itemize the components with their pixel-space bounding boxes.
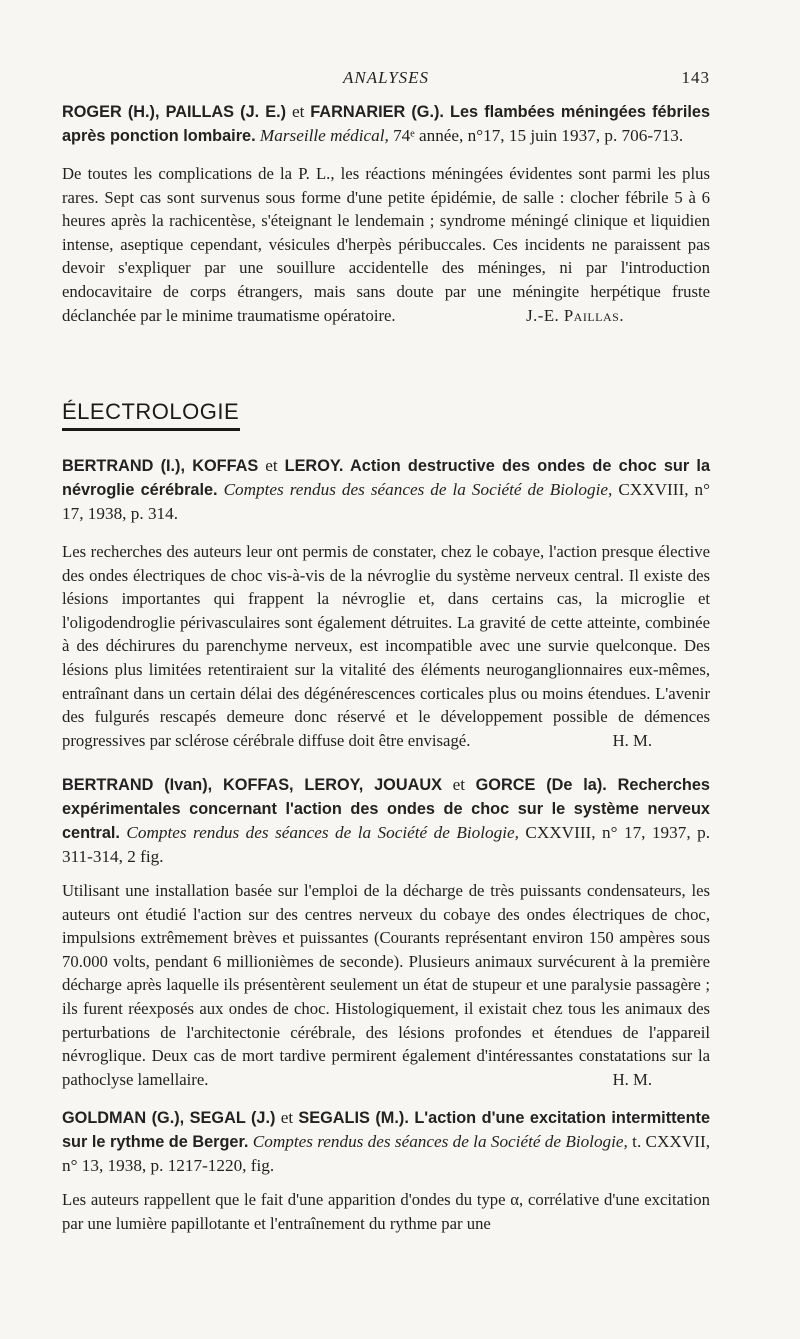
entry-title: LEROY. Action destructive des ondes de choc sur la névroglie cérébrale.: [62, 457, 710, 499]
entry-conjunction: et: [441, 775, 476, 794]
entry-details: 74ᵉ année, n°17, 15 juin 1937, p. 706-713.: [388, 126, 684, 145]
section-underline: [62, 428, 240, 431]
entry-conjunction: et: [275, 1108, 299, 1127]
entry-title: SEGALIS (M.). L'action d'une excitation intermittente sur le rythme de Berger.: [62, 1109, 711, 1151]
section-title: ÉLECTROLOGIE: [62, 399, 240, 424]
abstract-entry: [62, 454, 710, 752]
entry-body-text: De toutes les complications de la P. L., les réactions méningées évidentes sont parmi les plus rares. Sept cas sont survenus sous forme d'une petite épidémie, de salle : clocher fébrile 5 à 6 heures après la rachicentèse, s'éteignant le lendemain ; syndrome méningé clinique et liquidien intense, aseptique cependant, vésicules d'herpès péribuccales. Ces incidents ne paraissent pas devoir s'expliquer par une souillure accidentelle des méninges, ni par l'introduction endocavitaire de corps étrangers, mais sans doute par une méningite herpétique fruste déclanchée par le minime traumatisme opératoire.: [62, 164, 710, 325]
entry-heading: [62, 100, 710, 148]
entry-signature: H. M.: [612, 1069, 652, 1089]
entry-conjunction: et: [258, 456, 285, 475]
page-number: 143: [681, 68, 710, 87]
entry-journal: Comptes rendus des séances de la Société de Biologie,: [217, 480, 613, 499]
entry-body-text: Utilisant une installation basée sur l'emploi de la décharge de très puissants condensateurs, les auteurs ont étudié l'action sur des centres nerveux du cobaye des ondes électriques de choc, impulsions extrêmement brèves et puissantes (Courants représentant environ 150 ampères sous 70.000 volts, pendant 6 millionièmes de seconde). Plusieurs animaux survécurent à la première décharge après laquelle ils présentèrent seulement un état de stupeur et une paralysie passagère ; ils furent réexposés aux ondes de choc. Histologiquement, il existait chez tous les animaux des perturbations de l'architectonie cérébrale, des lésions profondes et étendues de l'appareil névroglique. Deux cas de mort tardive permirent également d'intéressantes constatations sur la pathoclyse lamellaire.: [62, 881, 710, 1089]
running-header: [62, 68, 710, 92]
entry-journal: Marseille médical,: [255, 126, 389, 145]
entry-body: [62, 162, 710, 327]
entry-journal: Comptes rendus des séances de la Société de Biologie,: [119, 823, 519, 842]
entry-signature: H. M.: [612, 730, 652, 750]
entry-authors: ROGER (H.), PAILLAS (J. E.): [62, 103, 287, 121]
abstract-entry: [62, 773, 710, 1091]
entry-details: CXXVIII, n° 17, 1938, p. 314.: [62, 480, 710, 523]
entry-authors: BERTRAND (Ivan), KOFFAS, LEROY, JOUAUX: [62, 776, 442, 794]
entry-body: [62, 540, 710, 752]
entry-details: t. CXXVII, n° 13, 1938, p. 1217-1220, fig.: [62, 1132, 710, 1175]
entry-heading: [62, 1106, 710, 1178]
entry-body: [62, 1188, 710, 1235]
entry-authors: GOLDMAN (G.), SEGAL (J.): [62, 1109, 276, 1127]
entry-conjunction: et: [286, 102, 311, 121]
entry-body-text: Les auteurs rappellent que le fait d'une apparition d'ondes du type α, corrélative d'une excitation par une lumière papillotante et l'entraînement du rythme par une: [62, 1190, 710, 1233]
entry-title: GORCE (De la). Recherches expérimentales concernant l'action des ondes de choc sur le système nerveux central.: [62, 776, 710, 842]
abstract-entry: [62, 1106, 710, 1235]
entry-details: CXXVIII, n° 17, 1937, p. 311-314, 2 fig.: [62, 823, 710, 866]
entry-journal: Comptes rendus des séances de la Société de Biologie,: [248, 1132, 628, 1151]
header-title: ANALYSES: [342, 68, 430, 87]
entry-signature: J.-E. Paillas.: [526, 305, 624, 325]
entry-body: [62, 879, 710, 1091]
entry-authors: BERTRAND (I.), KOFFAS: [62, 457, 259, 475]
entry-body-text: Les recherches des auteurs leur ont permis de constater, chez le cobaye, l'action presque élective des ondes électriques de choc vis-à-vis de la névroglie du système nerveux central. Il existe des lésions importantes qui frappent la névroglie et, dans certains cas, la microglie et l'oligodendroglie périvasculaires sont également détruites. La gravité de cette atteinte, combinée à des déchirures du parenchyme nerveux, est incompatible avec une survie quelconque. Des lésions plus limitées retentiraient sur la vitalité des éléments neuroganglionnaires eux-mêmes, entraînant dans un certain délai des dégénérescences corticales plus ou moins étendues. L'avenir des fulgurés rescapés demeure donc réservé et le développement possible de démences progressives par sclérose cérébrale diffuse doit être envisagé.: [62, 542, 710, 750]
abstract-entry: [62, 100, 710, 327]
entry-heading: [62, 454, 710, 526]
entry-heading: [62, 773, 710, 869]
entry-title: FARNARIER (G.). Les flambées méningées fébriles après ponction lombaire.: [62, 103, 710, 145]
